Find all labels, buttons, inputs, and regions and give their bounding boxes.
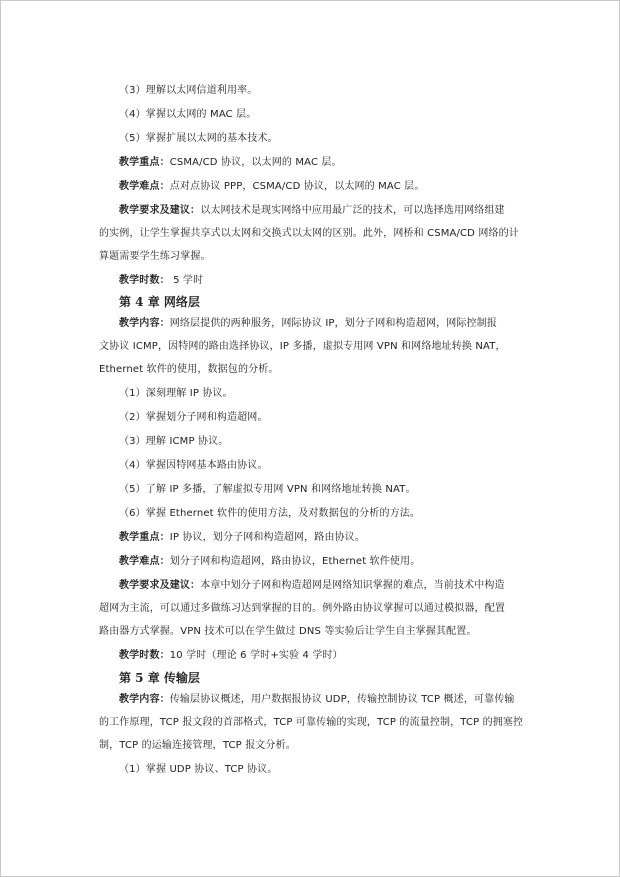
teaching-content <box>99 693 519 707</box>
teaching-hours <box>99 649 519 663</box>
teaching-requirements-text: 本章中划分子网和构造超网是网络知识掌握的难点，当前技术中构造 <box>200 580 505 591</box>
teaching-requirements <box>99 579 519 593</box>
teaching-requirements-label: 教学要求及建议： <box>119 580 201 591</box>
paragraph-line: 超网为主流，可以通过多做练习达到掌握的目的。例外路由协议掌握可以通过模拟器，配置 <box>99 603 505 614</box>
teaching-requirements-text: 以太网技术是现实网络中应用最广泛的技术，可以选择选用网络组建 <box>200 205 505 216</box>
document-body <box>99 84 524 777</box>
list-item: （3）理解 ICMP 协议。 <box>119 436 229 447</box>
teaching-content-text: 传输层协议概述，用户数据报协议 UDP，传输控制协议 TCP 概述，可靠传输 <box>169 694 515 705</box>
list-item: （4）掌握因特网基本路由协议。 <box>119 460 268 471</box>
teaching-hours-label: 教学时数： <box>119 275 170 286</box>
teaching-content-text: 网络层提供的两种服务，网际协议 IP，划分子网和构造超网，网际控制报 <box>169 318 498 329</box>
teaching-hours-label: 教学时数： <box>119 650 170 661</box>
teaching-requirements <box>99 204 519 218</box>
teaching-hours-text: 5 学时 <box>169 275 204 286</box>
teaching-focus-label: 教学重点： <box>119 532 170 543</box>
list-item: （4）掌握以太网的 MAC 层。 <box>119 109 257 120</box>
paragraph-line: 的实例，让学生掌握共享式以太网和交换式以太网的区别。此外，网桥和 CSMA/CD 网络的计 <box>99 228 519 239</box>
teaching-difficulty <box>99 555 519 569</box>
teaching-hours-text: 10 学时（理论 6 学时+实验 4 学时） <box>169 650 343 661</box>
paragraph-line: 路由器方式掌握。VPN 技术可以在学生做过 DNS 等实验后让学生自主掌握其配置。 <box>99 626 477 637</box>
teaching-focus-text: CSMA/CD 协议，以太网的 MAC 层。 <box>169 157 342 168</box>
paragraph-line: Ethernet 软件的使用，数据包的分析。 <box>99 364 279 375</box>
list-item: （3）理解以太网信道利用率。 <box>119 85 258 96</box>
list-item: （5）掌握扩展以太网的基本技术。 <box>119 133 278 144</box>
teaching-difficulty-text: 点对点协议 PPP，CSMA/CD 协议，以太网的 MAC 层。 <box>169 181 425 192</box>
teaching-difficulty <box>99 180 519 194</box>
teaching-difficulty-label: 教学难点： <box>119 181 170 192</box>
teaching-content-label: 教学内容： <box>119 318 170 329</box>
teaching-focus-text: IP 协议，划分子网和构造超网，路由协议。 <box>169 532 366 543</box>
teaching-focus-label: 教学重点： <box>119 157 170 168</box>
teaching-difficulty-label: 教学难点： <box>119 556 170 567</box>
chapter-heading: 第 4 章 网络层 <box>119 295 200 309</box>
teaching-focus <box>99 156 519 170</box>
teaching-requirements-label: 教学要求及建议： <box>119 205 201 216</box>
list-item: （2）掌握划分子网和构造超网。 <box>119 412 268 423</box>
chapter-heading: 第 5 章 传输层 <box>119 671 200 685</box>
teaching-content-label: 教学内容： <box>119 694 170 705</box>
paragraph-line: 的工作原理，TCP 报文段的首部格式，TCP 可靠传输的实现，TCP 的流量控制，TCP 的拥塞控 <box>99 717 524 728</box>
list-item: （1）掌握 UDP 协议、TCP 协议。 <box>119 764 278 775</box>
list-item: （5）了解 IP 多播，了解虚拟专用网 VPN 和网络地址转换 NAT。 <box>119 484 416 495</box>
teaching-difficulty-text: 划分子网和构造超网，路由协议，Ethernet 软件使用。 <box>169 556 421 567</box>
list-item: （6）掌握 Ethernet 软件的使用方法，及对数据包的分析的方法。 <box>119 508 421 519</box>
list-item: （1）深刻理解 IP 协议。 <box>119 388 233 399</box>
teaching-focus <box>99 531 519 545</box>
paragraph-line: 制，TCP 的运输连接管理，TCP 报文分析。 <box>99 740 296 751</box>
paragraph-line: 算题需要学生练习掌握。 <box>99 251 211 262</box>
paragraph-line: 文协议 ICMP，因特网的路由选择协议，IP 多播，虚拟专用网 VPN 和网络地址转换 NAT， <box>99 341 506 352</box>
teaching-content <box>99 317 519 331</box>
teaching-hours <box>99 274 519 288</box>
